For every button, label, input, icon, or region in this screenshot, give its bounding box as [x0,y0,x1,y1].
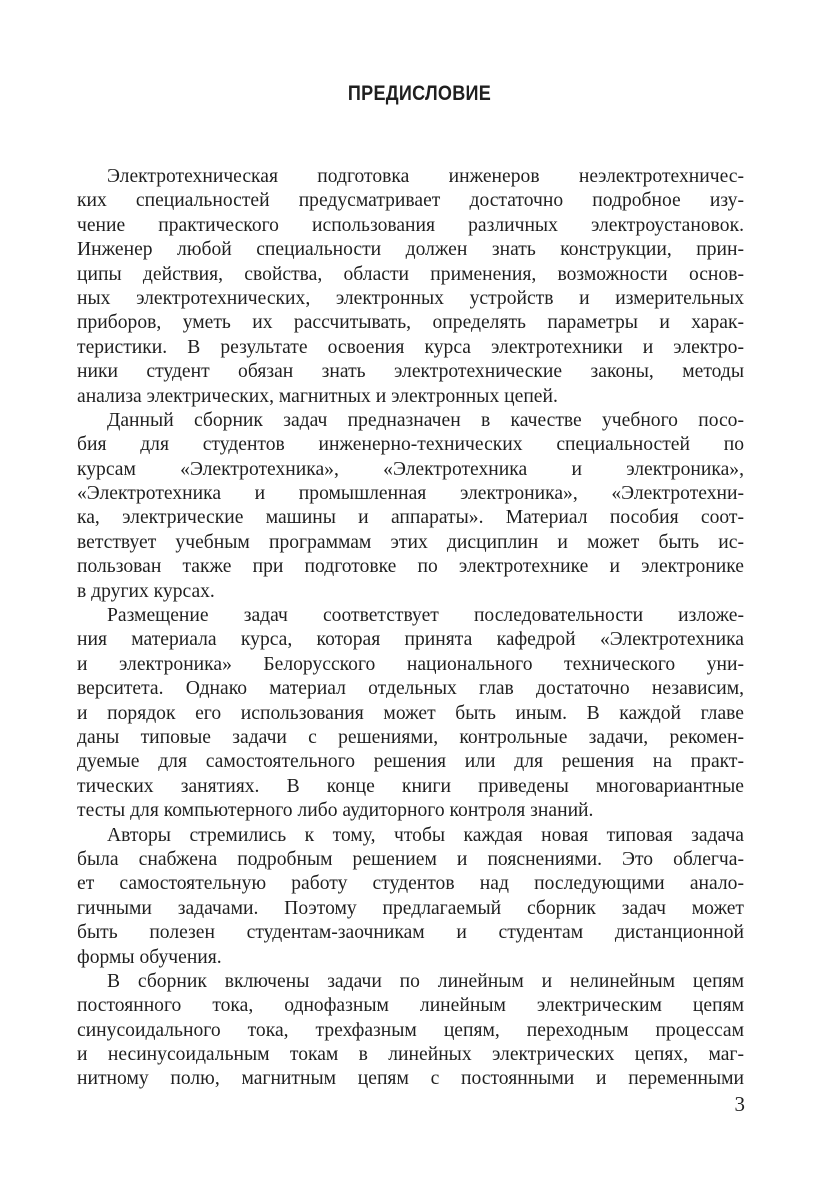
text-line: дуемые для самостоятельного решения или для решения на практ- [77,751,744,773]
text-line: тесты для компьютерного либо аудиторного контроля знаний. [77,800,594,822]
text-line: Инженер любой специальности должен знать конструкции, прин- [77,239,744,261]
text-line: ка, электрические машины и аппараты». Материал пособия соот- [77,507,744,529]
text-line: верситета. Однако материал отдельных глав достаточно независим, [77,678,744,700]
text-line: нитному полю, магнитным цепям с постоянными и переменными [77,1068,744,1090]
paragraph [77,409,744,604]
text-line: анализа электрических, магнитных и электронных цепей. [77,385,558,407]
text-line: в других курсах. [77,580,215,602]
paragraph [77,604,744,824]
text-line: и несинусоидальным токам в линейных электрических цепях, маг- [77,1044,744,1066]
text-line: курсам «Электротехника», «Электротехника и электроника», [77,458,744,480]
text-line: чение практического использования различных электроустановок. [77,214,744,236]
page-title: ПРЕДИСЛОВИЕ [347,82,492,105]
text-line: и порядок его использования может быть иным. В каждой главе [77,702,744,724]
text-line: ципы действия, свойства, области применения, возможности основ- [77,263,744,285]
text-line: постоянного тока, однофазным линейным электрическим цепям [77,995,744,1017]
text-line: гичными задачами. Поэтому предлагаемый сборник задач может [77,897,744,919]
text-line: ных электротехнических, электронных устройств и измерительных [77,287,744,309]
text-line: приборов, уметь их рассчитывать, определять параметры и харак- [77,312,744,334]
text-line: и электроника» Белорусского национального технического уни- [77,653,744,675]
text-line: Размещение задач соответствует последовательности изложе- [107,605,744,627]
text-line: быть полезен студентам-заочникам и студентам дистанционной [77,922,744,944]
text-line: Данный сборник задач предназначен в качестве учебного посо- [107,409,744,431]
text-line: синусоидального тока, трехфазным цепям, переходным процессам [77,1019,744,1041]
text-line: формы обучения. [77,946,222,968]
text-line: была снабжена подробным решением и пояснениями. Это облегча- [77,848,744,870]
text-line: тических занятиях. В конце книги приведены многовариантные [77,775,744,797]
body-text [77,165,744,1092]
text-line: ет самостоятельную работу студентов над последующими анало- [77,873,744,895]
text-line: Электротехническая подготовка инженеров неэлектротехничес- [107,166,744,187]
text-line: В сборник включены задачи по линейным и нелинейным цепям [107,970,744,992]
text-line: теристики. В результате освоения курса электротехники и электро- [77,336,744,358]
text-line: ния материала курса, которая принята кафедрой «Электротехника [77,629,744,651]
paragraph [77,970,744,1092]
text-line: ких специальностей предусматривает достаточно подробное изу- [77,190,744,212]
text-line: Авторы стремились к тому, чтобы каждая новая типовая задача [107,824,744,846]
text-line: «Электротехника и промышленная электроника», «Электротехни- [77,483,744,505]
page-number: 3 [734,1092,745,1116]
text-line: даны типовые задачи с решениями, контрольные задачи, рекомен- [77,726,744,748]
text-line: ники студент обязан знать электротехнические законы, методы [77,361,744,383]
text-line: бия для студентов инженерно-технических специальностей по [77,434,744,456]
text-line: пользован также при подготовке по электротехнике и электронике [77,556,744,578]
paragraph [77,824,744,970]
paragraph [77,165,744,409]
text-line: ветствует учебным программам этих дисциплин и может быть ис- [77,531,744,553]
